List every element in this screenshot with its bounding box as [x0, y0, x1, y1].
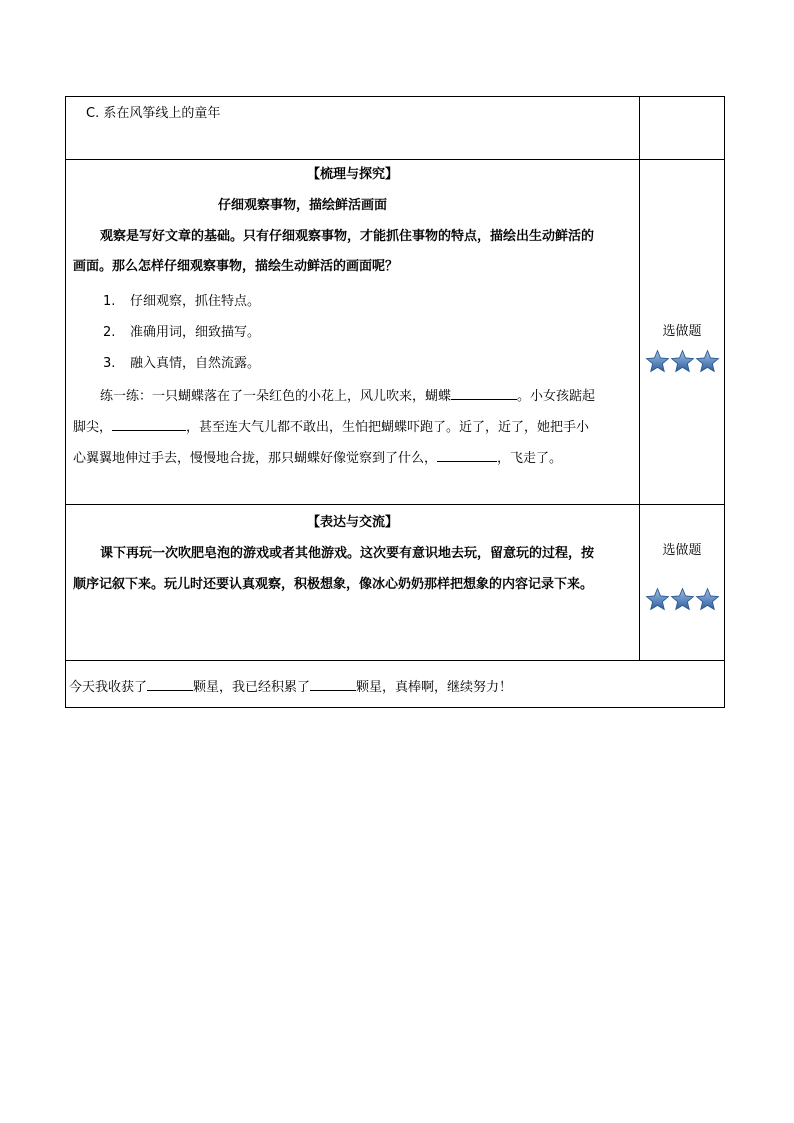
practice-line1-start: 练一练：一只蝴蝶落在了一朵红色的小花上，风儿吹来，蝴蝶: [100, 389, 452, 404]
summary-middle: 颗星，我已经积累了: [193, 680, 311, 695]
star-icon[interactable]: [670, 587, 695, 612]
star-icon[interactable]: [695, 587, 720, 612]
explore-intro-line1: 观察是写好文章的基础。只有仔细观察事物，才能抓住事物的特点，描绘出生动鲜活的: [100, 229, 595, 244]
practice-line3: [73, 448, 562, 468]
practice-line2-start: 脚尖，: [73, 420, 113, 435]
practice-blank-1[interactable]: [451, 386, 517, 400]
summary-end: 颗星，真棒啊，继续努力！: [356, 680, 513, 695]
express-line2: 顺序记叙下来。玩儿时还要认真观察，积极想象，像冰心奶奶那样把想象的内容记录下来。: [73, 577, 594, 592]
summary-blank-total[interactable]: [310, 677, 356, 691]
star-icon[interactable]: [695, 349, 720, 374]
explore-star-rating[interactable]: [640, 349, 724, 374]
row-summary: [66, 661, 725, 708]
practice-line2-end: ，甚至连大气儿都不敢出，生怕把蝴蝶吓跑了。近了，近了，她把手小: [186, 420, 590, 435]
explore-optional-label: 选做题: [662, 324, 702, 339]
row-option-c: [66, 97, 725, 160]
point-1-number: 1.: [103, 294, 116, 309]
point-3-text: 融入真情，自然流露。: [130, 356, 261, 371]
star-icon[interactable]: [645, 587, 670, 612]
row-explore: [66, 160, 725, 505]
express-heading: 【表达与交流】: [306, 515, 398, 530]
point-2-number: 2.: [103, 325, 116, 340]
explore-heading: 【梳理与探究】: [306, 167, 398, 182]
summary-line: [69, 677, 512, 697]
star-icon[interactable]: [670, 349, 695, 374]
summary-blank-today[interactable]: [147, 677, 193, 691]
practice-line3-end: ，飞走了。: [497, 451, 563, 466]
express-optional-label: 选做题: [662, 543, 702, 558]
practice-blank-2[interactable]: [112, 417, 186, 431]
explore-cell: [66, 160, 640, 505]
practice-line2: [73, 417, 589, 437]
point-3-number: 3.: [103, 356, 116, 371]
express-side-cell: [640, 505, 725, 661]
explore-side-cell: [640, 160, 725, 505]
star-icon[interactable]: [645, 349, 670, 374]
practice-line1-end: 。小女孩踮起: [517, 389, 596, 404]
explore-subtitle: 仔细观察事物，描绘鲜活画面: [218, 198, 388, 213]
option-c-text: C. 系在风筝线上的童年: [86, 106, 221, 121]
summary-cell: [66, 661, 725, 708]
express-cell: [66, 505, 640, 661]
summary-start: 今天我收获了: [69, 680, 148, 695]
point-1-text: 仔细观察，抓住特点。: [130, 294, 261, 309]
point-2-text: 准确用词，细致描写。: [130, 325, 261, 340]
practice-blank-3[interactable]: [437, 448, 497, 462]
option-c-side-cell: [640, 97, 725, 160]
option-c-cell: [66, 97, 640, 160]
express-star-rating[interactable]: [640, 587, 724, 612]
explore-intro-line2: 画面。那么怎样仔细观察事物，描绘生动鲜活的画面呢？: [73, 259, 399, 274]
express-line1: 课下再玩一次吹肥皂泡的游戏或者其他游戏。这次要有意识地去玩，留意玩的过程，按: [100, 546, 595, 561]
practice-line1: [100, 386, 595, 406]
practice-line3-start: 心翼翼地伸过手去，慢慢地合拢，那只蝴蝶好像觉察到了什么，: [73, 451, 438, 466]
worksheet-table: [65, 96, 725, 708]
row-express: [66, 505, 725, 661]
